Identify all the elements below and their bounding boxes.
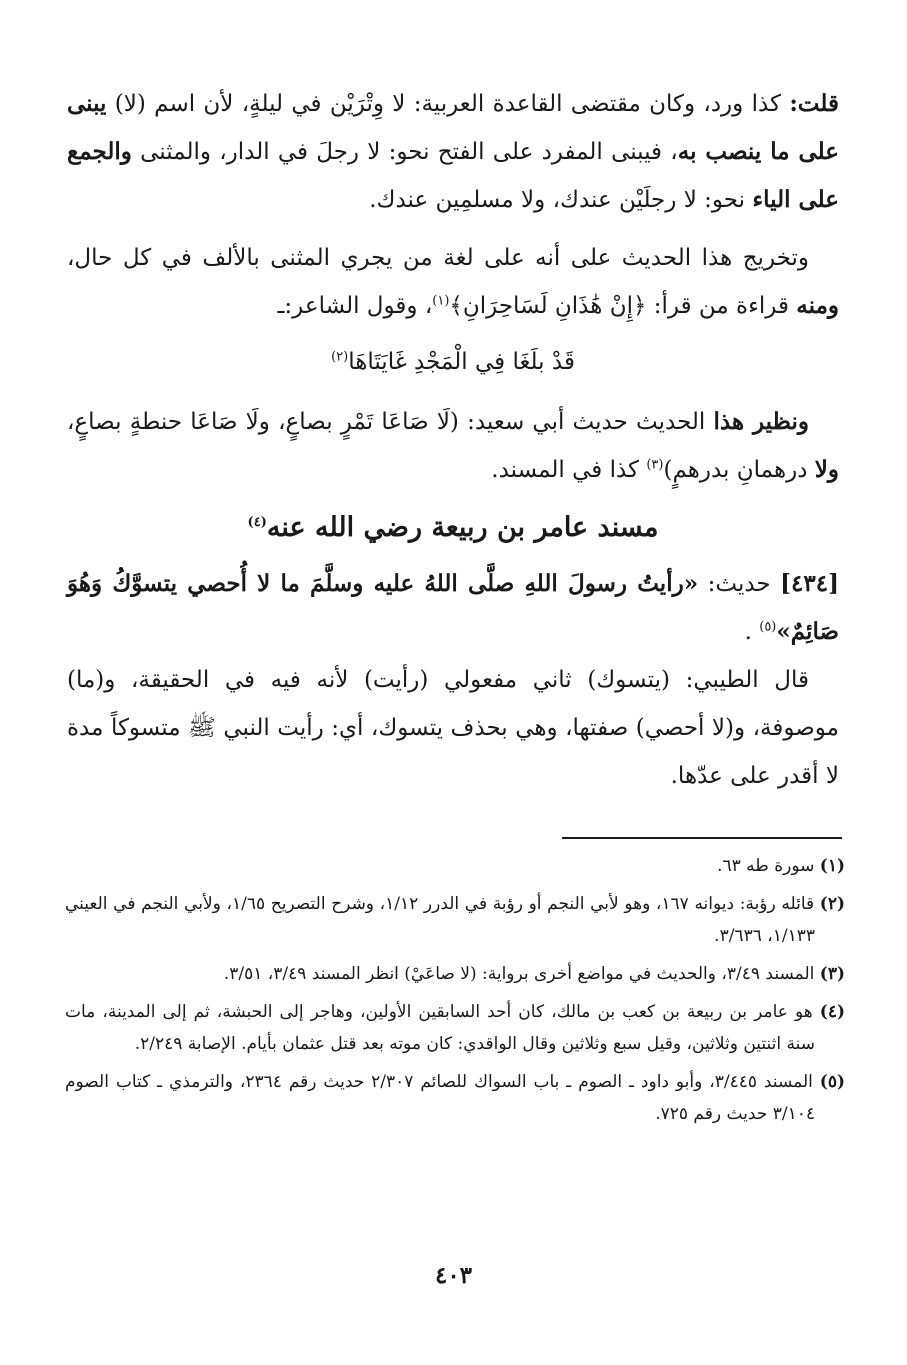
poetry-verse [67,338,839,386]
footnote-separator [562,837,842,839]
footnote-3 [65,958,845,990]
footnote-ref-4[interactable]: (٤) [247,515,267,530]
footnote-text: سورة طه ٦٣. [717,856,820,876]
hadith-number: [٤٣٤] [780,570,839,597]
paragraph-1-bold-3: والجمع على الياء [67,138,839,213]
paragraph-2-text: وتخريج هذا الحديث على أنه على لغة من يجري المثنى بالألف في كل حال، [67,245,809,271]
section-heading [67,500,839,556]
footnote-text: هو عامر بن ربيعة بن كعب بن مالك، كان أحد السابقين الأولين، وهاجر إلى الحبشة، ثم إلى المدينة، مات سنة اثنتين وثلاثين، وقيل سبع وثلاثين وقال الواقدي: كان موته بعد قتل عثمان بأيام. الإصابة ٢/٢٤٩. [65,1002,820,1054]
paragraph-3 [67,398,839,494]
paragraph-2 [67,234,839,330]
paragraph-2-text-2: قراءة من قرأ: ﴿إِنْ هَٰذَانِ لَسَاحِرَانِ﴾ [449,293,797,319]
paragraph-1-text-2: ، فيبنى المفرد على الفتح نحو: لا رجلَ في الدار، والمثنى [131,139,678,165]
page-number: ٤٠٣ [434,1262,473,1289]
footnote-number: (٤) [819,1002,845,1022]
footnote-number: (١) [819,856,845,876]
paragraph-3-bold-2: ولا [814,456,839,483]
footnote-1 [65,850,845,882]
paragraph-4: قال الطيبي: (يتسوك) ثاني مفعولي (رأيت) لأنه فيه في الحقيقة، و(ما) موصوفة، و(لا أحصي) صفتها، وهي بحذف يتسوك، أي: رأيت النبي ﷺ متسوكاً مدة لا أقدر على عدّها. [67,667,839,789]
main-text [67,80,839,800]
paragraph-3-text-3: كذا في المسند. [491,457,647,483]
hadith-end: . [744,619,760,645]
footnotes [65,850,845,1136]
paragraph-3-text: الحديث حديث أبي سعيد: (لَا صَاعَا تَمْرٍ بصاعٍ، ولَا صَاعَا حنطةٍ بصاعٍ، [67,409,714,435]
footnote-2 [65,888,845,952]
paragraph-1 [67,80,839,224]
footnote-ref-1[interactable]: (١) [432,293,450,309]
footnote-ref-2[interactable]: (٢) [331,349,349,365]
paragraph-2-bold: ومنه [796,292,839,319]
paragraph-1-text: كذا ورد، وكان مقتضى القاعدة العربية: لا وِتْرَيْن في ليلةٍ، لأن اسم (لا) [106,91,790,117]
section-heading-text: مسند عامر بن ربيعة رضي الله عنه [266,512,659,543]
footnote-text: المسند ٣/٤٩، والحديث في مواضع أخرى برواية: (لا صاعَيْ) انظر المسند ٣/٤٩، ٣/٥١. [223,964,820,984]
verse-text: قَدْ بلَغَا فِي الْمَجْدِ غَايَتَاهَا [348,349,575,375]
paragraph-1-bold-2: يبنى على ما ينصب به [67,90,839,165]
paragraph-2-text-3: ، وقول الشاعر:ـ [277,293,433,319]
footnote-text: قائله رؤبة: ديوانه ١٦٧، وهو لأبي النجم أو رؤبة في الدرر ١/١٢، وشرح التصريح ١/٦٥، ولأبي النجم في العيني ١/١٣٣، ٣/٦٣٦. [65,894,820,946]
paragraph-1-lead: قلت: [789,90,839,117]
footnote-4 [65,996,845,1060]
footnote-number: (٣) [819,964,845,984]
footnote-5 [65,1066,845,1130]
paragraph-3-bold: ونظير هذا [713,408,809,435]
footnote-ref-3[interactable]: (٣) [646,457,664,473]
footnote-number: (٢) [819,894,845,914]
hadith-label: حديث: [698,571,781,597]
paragraph-3-text-2: درهمانِ بدرهمٍ) [663,457,815,483]
paragraph-1-text-3: نحو: لا رجلَيْن عندك، ولا مسلمِين عندك. [369,187,753,213]
hadith-entry [67,560,839,656]
footnote-number: (٥) [819,1072,846,1092]
footnote-text: المسند ٣/٤٤٥، وأبو داود ـ الصوم ـ باب السواك للصائم ٢/٣٠٧ حديث رقم ٢٣٦٤، والترمذي ـ كتاب الصوم ٣/١٠٤ حديث رقم ٧٢٥. [65,1072,820,1124]
hadith-text: «رأيتُ رسولَ اللهِ صلَّى اللهُ عليه وسلَّمَ ما لا أُحصي يتسوَّكُ وَهُوَ صَائِمٌ» [67,570,839,645]
footnote-ref-5[interactable]: (٥) [759,619,777,635]
